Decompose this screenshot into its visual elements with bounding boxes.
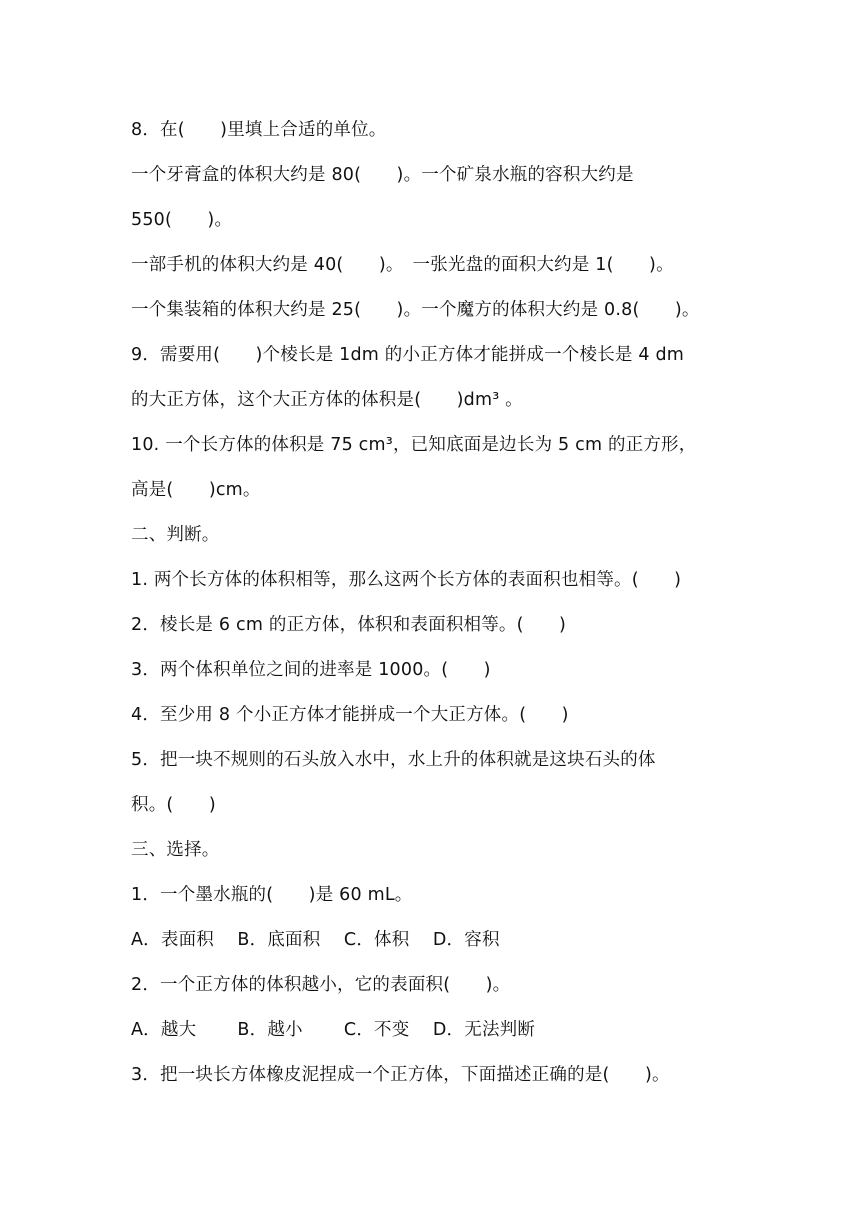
- worksheet-page: [131, 108, 741, 1098]
- question-8-title: 8．在( )里填上合适的单位。: [131, 120, 387, 140]
- question-10-line-2: 高是( )cm。: [131, 480, 261, 500]
- question-8-line-1: 一个牙膏盒的体积大约是 80( )。一个矿泉水瓶的容积大约是: [131, 165, 634, 185]
- question-8-line-2: 550( )。: [131, 210, 233, 230]
- question-10-line-1: 10. 一个长方体的体积是 75 cm³，已知底面是边长为 5 cm 的正方形，: [131, 435, 697, 455]
- section-judgement-heading: 二、判断。: [131, 525, 220, 545]
- choice-question-3: 3．把一块长方体橡皮泥捏成一个正方体，下面描述正确的是( )。: [131, 1065, 670, 1085]
- question-8-line-4: 一个集装箱的体积大约是 25( )。一个魔方的体积大约是 0.8( )。: [131, 300, 700, 320]
- question-8-line-3: 一部手机的体积大约是 40( )。 一张光盘的面积大约是 1( )。: [131, 255, 674, 275]
- question-9-line-2: 的大正方体，这个大正方体的体积是( )dm³ 。: [131, 390, 523, 410]
- judgement-item-4: 4．至少用 8 个小正方体才能拼成一个大正方体。( ): [131, 705, 569, 725]
- judgement-item-3: 3．两个体积单位之间的进率是 1000。( ): [131, 660, 491, 680]
- judgement-item-1: 1. 两个长方体的体积相等，那么这两个长方体的表面积也相等。( ): [131, 570, 682, 590]
- choice-question-2-options: A．越大 B．越小 C．不变 D．无法判断: [131, 1020, 536, 1040]
- choice-question-2: 2．一个正方体的体积越小，它的表面积( )。: [131, 975, 511, 995]
- choice-question-1-options: A．表面积 B．底面积 C．体积 D．容积: [131, 930, 500, 950]
- section-choice-heading: 三、选择。: [131, 840, 220, 860]
- judgement-item-5-line-1: 5．把一块不规则的石头放入水中，水上升的体积就是这块石头的体: [131, 750, 656, 770]
- judgement-item-2: 2．棱长是 6 cm 的正方体，体积和表面积相等。( ): [131, 615, 567, 635]
- choice-question-1: 1．一个墨水瓶的( )是 60 mL。: [131, 885, 413, 905]
- question-9-line-1: 9．需要用( )个棱长是 1dm 的小正方体才能拼成一个棱长是 4 dm: [131, 345, 685, 365]
- judgement-item-5-line-2: 积。( ): [131, 795, 216, 815]
